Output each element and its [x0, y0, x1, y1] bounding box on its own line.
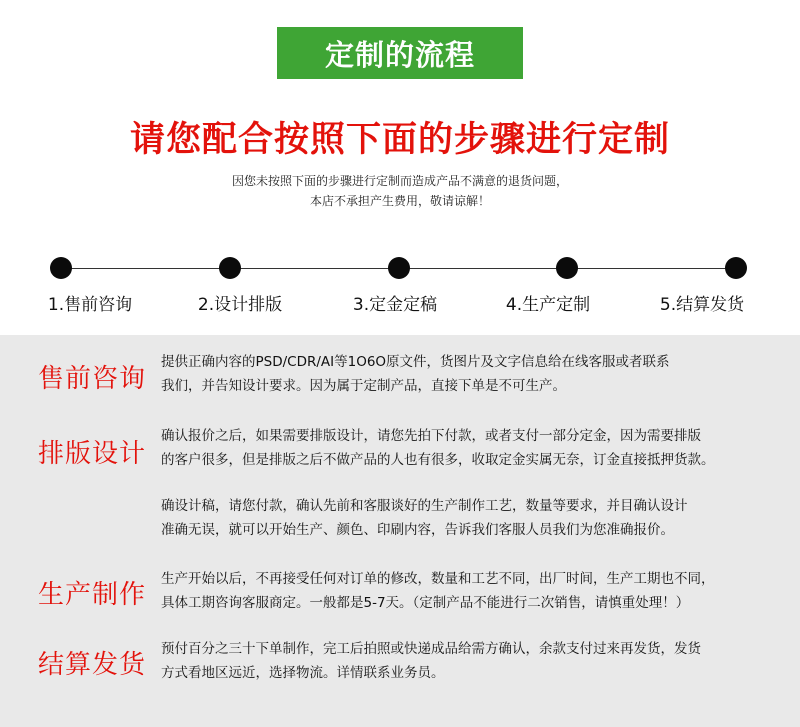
section-text-delivery [161, 637, 786, 685]
step-label: 4.生产定制 [505, 295, 591, 315]
text-line: 的客户很多，但是排版之后不做产品的人也有很多，收取定金实属无奈，订金直接抵押货款。 [161, 452, 715, 468]
banner-title: 定制的流程 [324, 37, 475, 72]
section-text-presale [161, 350, 786, 398]
step-label: 5.结算发货 [659, 295, 745, 315]
text-line: 生产开始以后，不再接受任何对订单的修改，数量和工艺不同，出厂时间，生产工期也不同， [161, 571, 715, 587]
process-banner [277, 27, 523, 79]
step-label: 2.设计排版 [197, 295, 283, 315]
section-text-design [161, 424, 786, 472]
timeline-dot [50, 257, 72, 279]
timeline-dot [388, 257, 410, 279]
headline: 请您配合按照下面的步骤进行定制 [129, 120, 670, 160]
step-label: 1.售前咨询 [47, 295, 133, 315]
text-line: 准确无误，就可以开始生产、颜色、印刷内容，告诉我们客服人员我们为您准确报价。 [161, 522, 674, 538]
timeline-dot [725, 257, 747, 279]
section-text-production [161, 567, 786, 615]
step-label: 3.定金定稿 [352, 295, 438, 315]
text-line: 确设计稿，请您付款，确认先前和客服谈好的生产制作工艺，数量等要求，并目确认设计 [161, 498, 688, 514]
text-line: 预付百分之三十下单制作，完工后拍照或快递成品给需方确认，余款支付过来再发货，发货 [161, 641, 701, 657]
section-title-presale: 售前咨询 [38, 364, 147, 394]
timeline-dot [556, 257, 578, 279]
text-line: 我们，并告知设计要求。因为属于定制产品，直接下单是不可生产。 [161, 378, 566, 394]
section-title-production: 生产制作 [38, 580, 147, 610]
text-line: 提供正确内容的PSD/CDR/AI等1O6O原文件，货图片及文字信息给在线客服或者联系 [161, 354, 670, 370]
notice-line-2: 本店不承担产生费用，敬请谅解！ [309, 194, 490, 208]
timeline-dot [219, 257, 241, 279]
text-line: 确认报价之后，如果需要排版设计，请您先拍下付款，或者支付一部分定金，因为需要排版 [161, 428, 701, 444]
section-title-design: 排版设计 [38, 439, 147, 469]
notice-line-1: 因您未按照下面的步骤进行定制而造成产品不满意的退货问题， [231, 174, 568, 188]
text-line: 方式看地区远近，选择物流。详情联系业务员。 [161, 665, 445, 681]
text-line: 具体工期咨询客服商定。一般都是5-7天。（定制产品不能进行二次销售，请慎重处理！） [161, 595, 690, 611]
section-text-confirm [161, 494, 786, 542]
section-title-delivery: 结算发货 [38, 650, 147, 680]
